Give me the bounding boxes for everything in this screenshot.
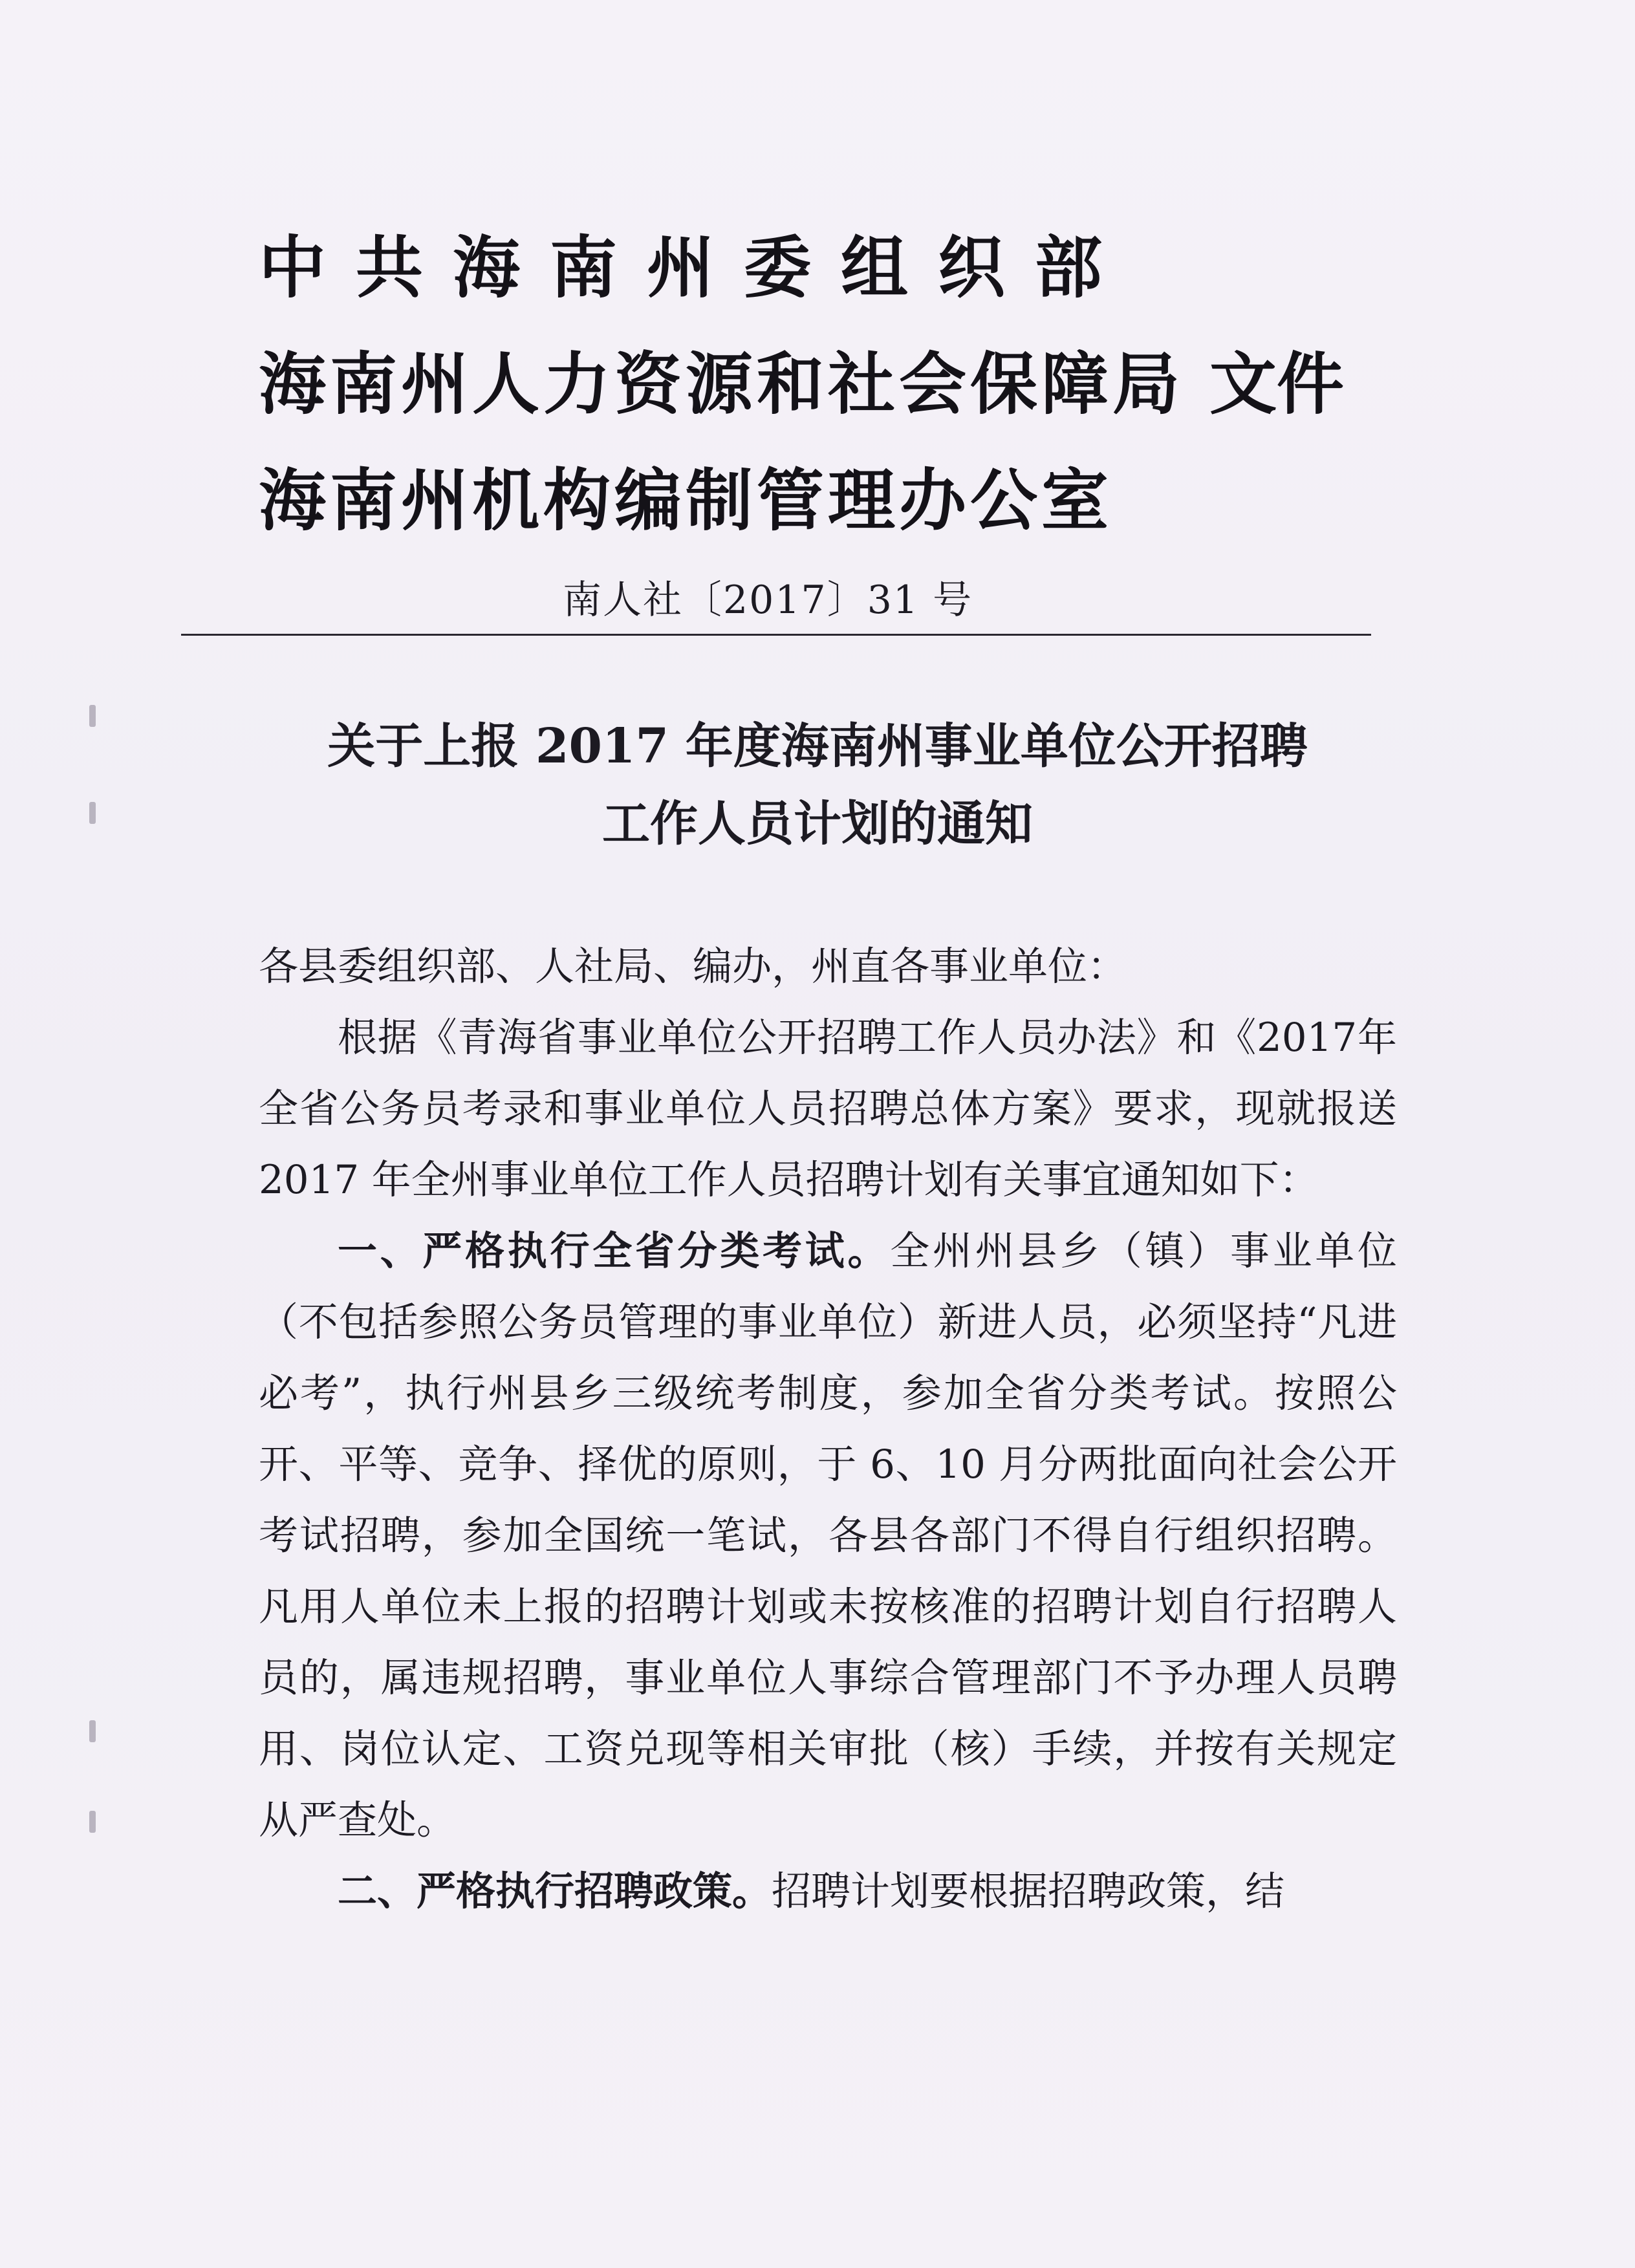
salutation: 各县委组织部、人社局、编办，州直各事业单位： [259,944,1127,989]
document-word: 文件 [1209,344,1345,424]
section-2-text: 招聘计划要根据招聘政策，结 [772,1868,1285,1914]
issuer-line-3: 海南州机构编制管理办公室 [259,460,1113,540]
section-1-paragraph [259,1216,1397,1856]
binding-hole [89,1720,96,1742]
notice-title-line-1: 关于上报 2017 年度海南州事业单位公开招聘 [327,718,1308,774]
notice-title-line-2: 工作人员计划的通知 [602,796,1033,852]
section-1-text: 全州州县乡（镇）事业单位（不包括参照公务员管理的事业单位）新进人员，必须坚持“凡进必考”，执行州县乡三级统考制度，参加全省分类考试。按照公开、平等、竞争、择优的原则，于 6、10 月分两批面向社会公开考试招聘，参加全国统一笔试，各县各部门不得自行组织招聘。凡用人单位未上报的招聘计划或未按核准的招聘计划自行招聘人员的，属违规招聘，事业单位人事综合管理部门不予办理人员聘用、岗位认定、工资兑现等相关审批（核）手续，并按有关规定从严查处。 [259,1228,1397,1843]
section-1-heading: 一、严格执行全省分类考试。 [338,1228,891,1274]
binding-hole [89,1811,96,1833]
issuer-line-2: 海南州人力资源和社会保障局 [259,344,1184,424]
notice-body [259,931,1397,1927]
section-2-heading: 二、严格执行招聘政策。 [338,1868,772,1914]
intro-paragraph: 根据《青海省事业单位公开招聘工作人员办法》和《2017年全省公务员考录和事业单位人员招聘总体方案》要求，现就报送 2017 年全州事业单位工作人员招聘计划有关事宜通知如下： [259,1015,1397,1203]
section-2-paragraph [259,1856,1397,1927]
document-number: 南人社〔2017〕31 号 [563,578,973,623]
header-divider [181,634,1371,636]
issuer-line-1: 中共海南州委组织部 [259,228,1132,307]
